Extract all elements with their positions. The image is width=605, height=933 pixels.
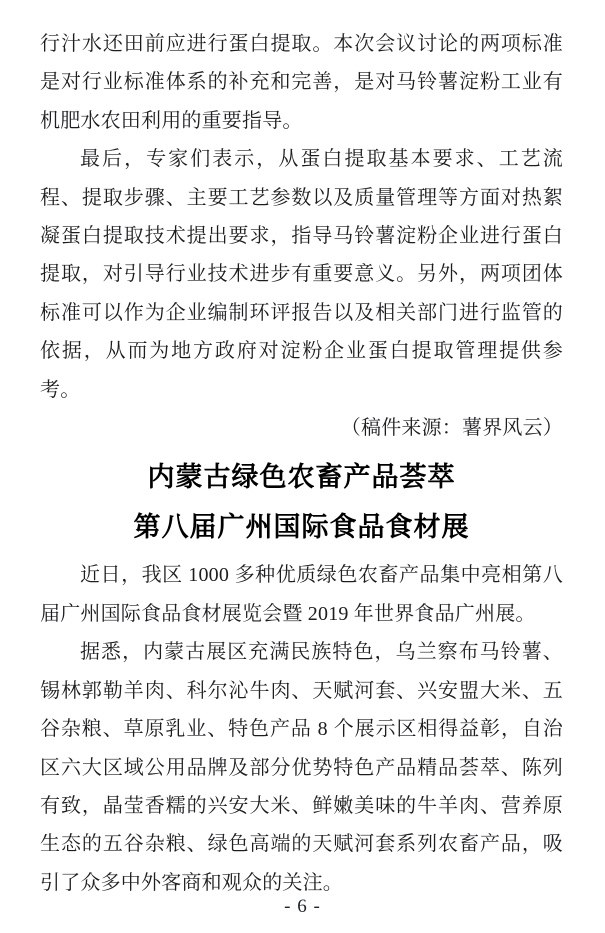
article-title-line2: 第八届广州国际食品食材展 <box>133 512 470 543</box>
article-starch-standards <box>40 25 563 447</box>
source-attribution: （稿件来源：薯界风云） <box>340 417 563 440</box>
paragraph-expert-summary: 最后，专家们表示，从蛋白提取基本要求、工艺流程、提取步骤、主要工艺参数以及质量管理等方面对热絮凝蛋白提取技术提出要求，指导马铃薯淀粉企业进行蛋白提取，对引导行业技术进步有重要意义。另外，两项团体标准可以作为企业编制环评报告以及相关部门进行监管的依据，从而为地方政府对淀粉企业蛋白提取管理提供参考。 <box>40 148 563 401</box>
article-title <box>40 452 563 552</box>
article-food-expo <box>40 452 563 902</box>
paragraph-expo-detail: 据悉，内蒙古展区充满民族特色，乌兰察布马铃薯、锡林郭勒羊肉、科尔沁牛肉、天赋河套、兴安盟大米、五谷杂粮、草原乳业、特色产品 8 个展示区相得益彰，自治区六大区域公用品牌及部分优势特色产品精品荟萃、陈列有致，晶莹香糯的兴安大米、鲜嫩美味的牛羊肉、营养原生态的五谷杂粮、绿色高端的天赋河套系列农畜产品，吸引了众多中外客商和观众的关注。 <box>40 641 563 894</box>
paragraph-expo-intro: 近日，我区 1000 多种优质绿色农畜产品集中亮相第八届广州国际食品食材展览会暨 2019 年世界食品广州展。 <box>40 564 563 625</box>
page-number: - 6 - <box>284 896 321 917</box>
article-title-line1: 内蒙古绿色农畜产品荟萃 <box>147 462 456 493</box>
paragraph-continuation: 行汁水还田前应进行蛋白提取。本次会议讨论的两项标准是对行业标准体系的补充和完善，是对马铃薯淀粉工业有机肥水农田利用的重要指导。 <box>40 33 563 132</box>
